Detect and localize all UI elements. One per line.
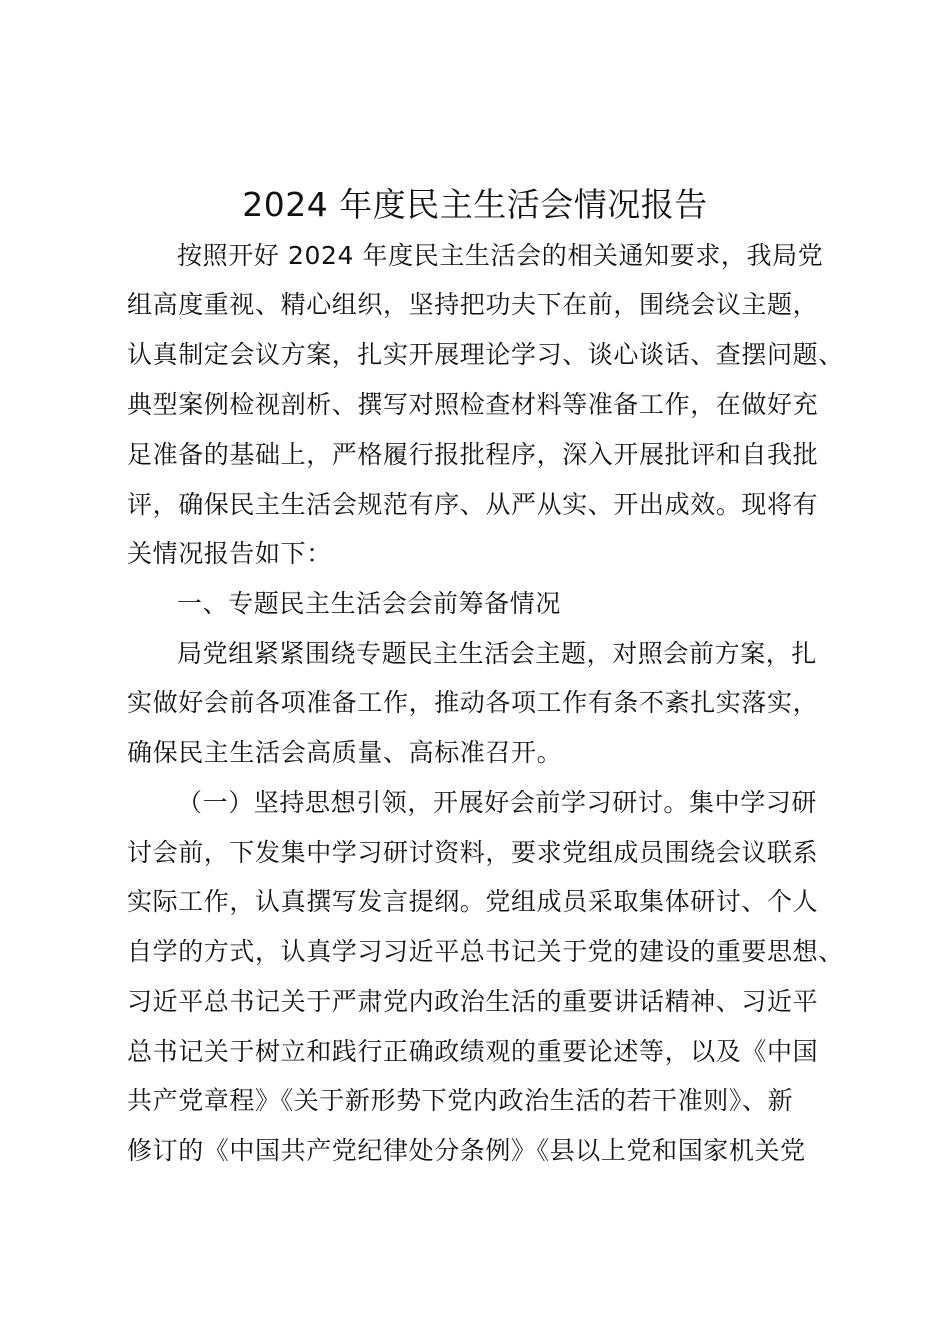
paragraph-line: 组高度重视、精心组织，坚持把功夫下在前，围绕会议主题， <box>127 290 819 319</box>
paragraph-line: 认真制定会议方案，扎实开展理论学习、谈心谈话、查摆问题、 <box>127 340 844 369</box>
paragraph-line: 总书记关于树立和践行正确政绩观的重要论述等，以及《中国 <box>127 1037 819 1066</box>
paragraph-line: 关情况报告如下： <box>127 539 332 568</box>
paragraph-line: （一）坚持思想引领，开展好会前学习研讨。集中学习研 <box>177 788 818 817</box>
section-heading: 一、专题民主生活会会前筹备情况 <box>177 589 562 618</box>
paragraph-line: 讨会前，下发集中学习研讨资料，要求党组成员围绕会议联系 <box>127 838 819 867</box>
paragraph-line: 确保民主生活会高质量、高标准召开。 <box>127 738 563 767</box>
paragraph-line: 修订的《中国共产党纪律处分条例》《县以上党和国家机关党 <box>127 1136 806 1165</box>
paragraph-line: 实做好会前各项准备工作，推动各项工作有条不紊扎实落实， <box>127 688 819 717</box>
paragraph-line: 实际工作，认真撰写发言提纲。党组成员采取集体研讨、个人 <box>127 887 819 916</box>
paragraph-line: 习近平总书记关于严肃党内政治生活的重要讲话精神、习近平 <box>127 987 819 1016</box>
paragraph-line: 典型案例检视剖析、撰写对照检查材料等准备工作，在做好充 <box>127 390 819 419</box>
paragraph-line: 评，确保民主生活会规范有序、从严从实、开出成效。现将有 <box>127 490 819 519</box>
paragraph-line: 局党组紧紧围绕专题民主生活会主题，对照会前方案，扎 <box>177 639 818 668</box>
paragraph-line: 按照开好 2024 年度民主生活会的相关通知要求，我局党 <box>177 241 824 270</box>
paragraph-line: 共产党章程》《关于新形势下党内政治生活的若干准则》、新 <box>127 1086 794 1115</box>
paragraph-line: 自学的方式，认真学习习近平总书记关于党的建设的重要思想、 <box>127 937 844 966</box>
paragraph-line: 足准备的基础上，严格履行报批程序，深入开展批评和自我批 <box>127 440 819 469</box>
document-title: 2024 年度民主生活会情况报告 <box>242 185 708 224</box>
